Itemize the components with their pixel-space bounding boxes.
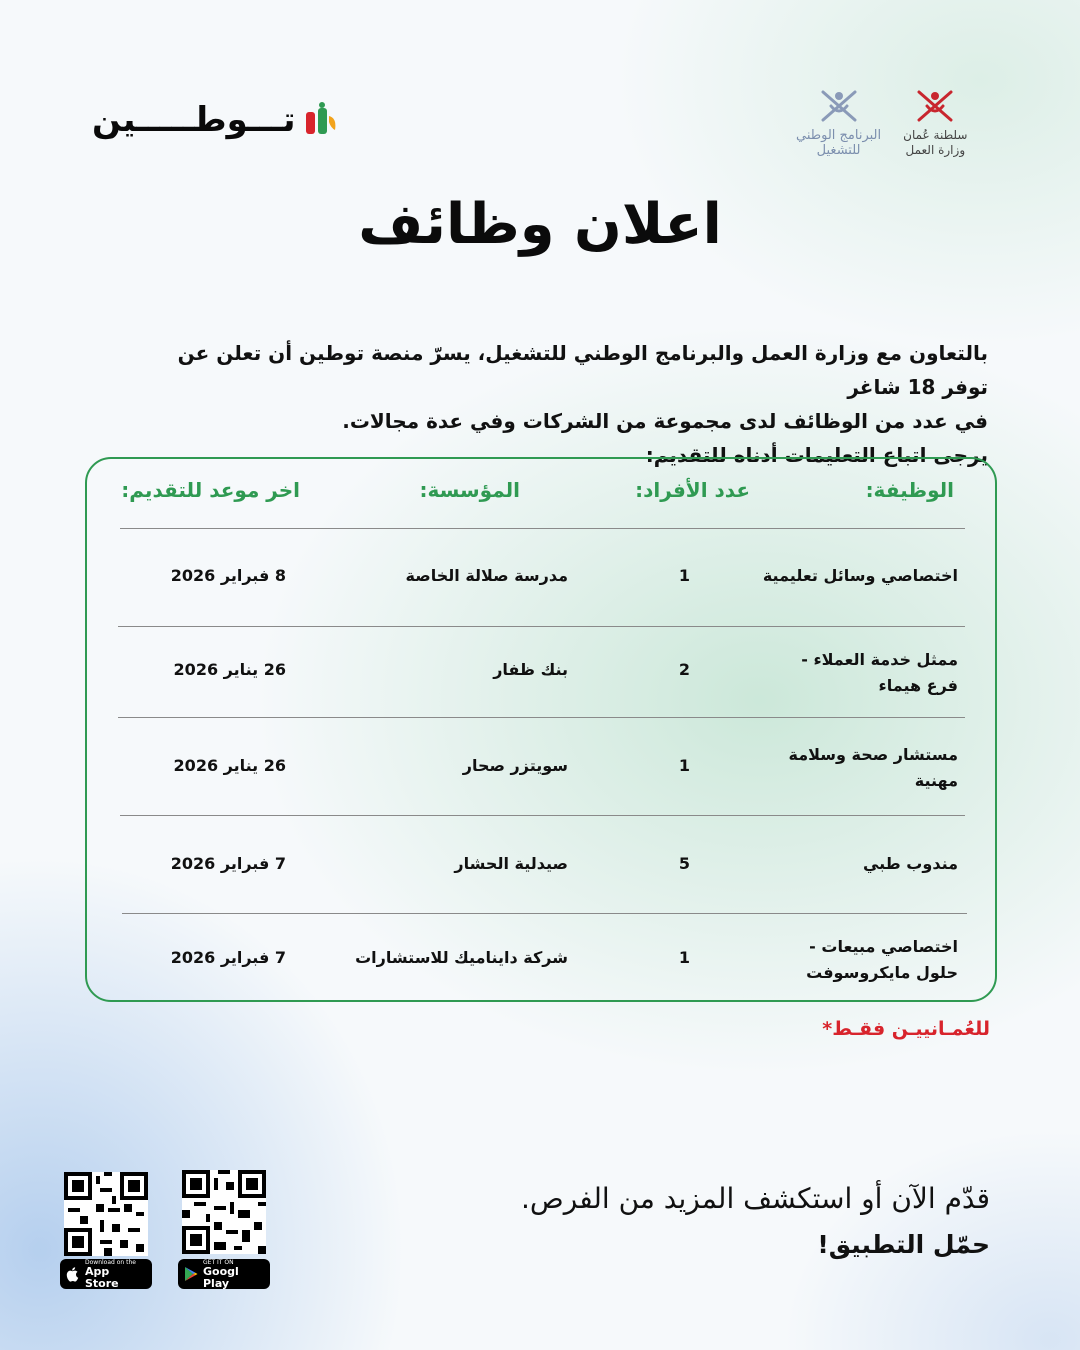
google-play-button[interactable]	[178, 1259, 270, 1289]
job-title-line: مندوب طبي	[862, 854, 958, 873]
table-divider	[118, 626, 965, 627]
app-store-small-text: Download on the	[85, 1258, 136, 1266]
job-title-line: حلول مايكروسوفت	[806, 963, 958, 982]
tawteen-mark-icon	[302, 102, 340, 138]
intro-line: بالتعاون مع وزارة العمل والبرنامج الوطني للتشغيل، يسرّ منصة توطين أن تعلن عن توفر 18 شاغر	[177, 341, 988, 399]
cta-text: قدّم الآن أو استكشف المزيد من الفرص.	[521, 1182, 990, 1215]
table-divider	[122, 913, 967, 914]
job-title-line: اختصاصي وسائل تعليمية	[762, 566, 958, 585]
table-row-count: 2	[678, 660, 690, 679]
app-store-button[interactable]	[60, 1259, 152, 1289]
mol-logo-line2: وزارة العمل	[905, 143, 966, 157]
google-play-small-text: GET IT ON	[203, 1258, 234, 1266]
app-store-qr-icon[interactable]	[64, 1172, 148, 1256]
table-row-company: صيدلية الحشار	[454, 854, 568, 873]
table-row-deadline: 26 يناير 2026	[173, 660, 286, 679]
table-divider	[118, 717, 965, 718]
ministry-of-labour-logo	[903, 84, 967, 158]
header-count: عدد الأفراد:	[635, 478, 750, 502]
header-deadline: اخر موعد للتقديم:	[121, 478, 300, 502]
header-company: المؤسسة:	[419, 478, 520, 502]
table-row-job	[758, 563, 958, 589]
job-title-line: مستشار صحة وسلامة	[788, 745, 958, 764]
brand-name: تـــوطـــــين	[92, 100, 296, 140]
play-icon	[184, 1266, 198, 1282]
table-row-job	[758, 934, 958, 986]
jobs-table-card	[85, 457, 997, 1002]
job-title-line: ممثل خدمة العملاء -	[801, 650, 958, 669]
app-store-big-text: App Store	[85, 1264, 119, 1290]
oman-emblem-icon	[909, 84, 961, 128]
table-row-count: 1	[678, 756, 690, 775]
table-row-company: بنك ظفار	[493, 660, 568, 679]
table-row-count: 1	[678, 566, 690, 585]
mol-logo-line1: سلطنة عُمان	[903, 128, 968, 142]
app-store-label	[85, 1259, 146, 1290]
intro-line: في عدد من الوظائف لدى مجموعة من الشركات وفي عدة مجالات.	[342, 409, 988, 433]
table-row-deadline: 26 يناير 2026	[173, 756, 286, 775]
google-play-qr-icon[interactable]	[182, 1170, 266, 1254]
table-row-company: مدرسة صلالة الخاصة	[405, 566, 568, 585]
nep-logo-line2: للتشغيل	[816, 143, 861, 158]
table-divider	[120, 815, 965, 816]
table-row-company: سويتزر صحار	[462, 756, 568, 775]
page-title: اعلان وظائف	[358, 192, 722, 257]
intro-line: يرجى اتباع التعليمات أدناه للتقديم:	[645, 443, 988, 467]
table-row-job	[758, 742, 958, 794]
download-app-text: حمّل التطبيق!	[817, 1230, 990, 1259]
government-logos	[796, 84, 967, 158]
job-title-line: فرع هيماء	[878, 676, 958, 695]
job-title-line: اختصاصي مبيعات -	[809, 937, 958, 956]
table-row-count: 1	[678, 948, 690, 967]
table-row-job	[758, 647, 958, 699]
omanis-only-note: للعُمـانييـن فقـط*	[822, 1018, 990, 1040]
job-title-line: مهنية	[914, 771, 958, 790]
intro-paragraph	[128, 336, 988, 472]
table-row-deadline: 7 فبراير 2026	[170, 854, 286, 873]
header-job: الوظيفة:	[865, 478, 954, 502]
google-play-big-text: Googl Play	[203, 1264, 239, 1290]
oman-emblem-icon	[813, 84, 865, 128]
table-row-deadline: 8 فبراير 2026	[170, 566, 286, 585]
tawteen-logo	[92, 100, 340, 140]
nep-logo-line1: البرنامج الوطني	[796, 128, 882, 143]
table-divider	[120, 528, 965, 529]
national-employment-program-logo	[796, 84, 881, 158]
table-row-deadline: 7 فبراير 2026	[170, 948, 286, 967]
table-row-company: شركة دايناميك للاستشارات	[355, 948, 568, 967]
table-row-count: 5	[678, 854, 690, 873]
apple-icon	[66, 1266, 80, 1282]
table-row-job	[758, 851, 958, 877]
google-play-label	[203, 1259, 264, 1290]
